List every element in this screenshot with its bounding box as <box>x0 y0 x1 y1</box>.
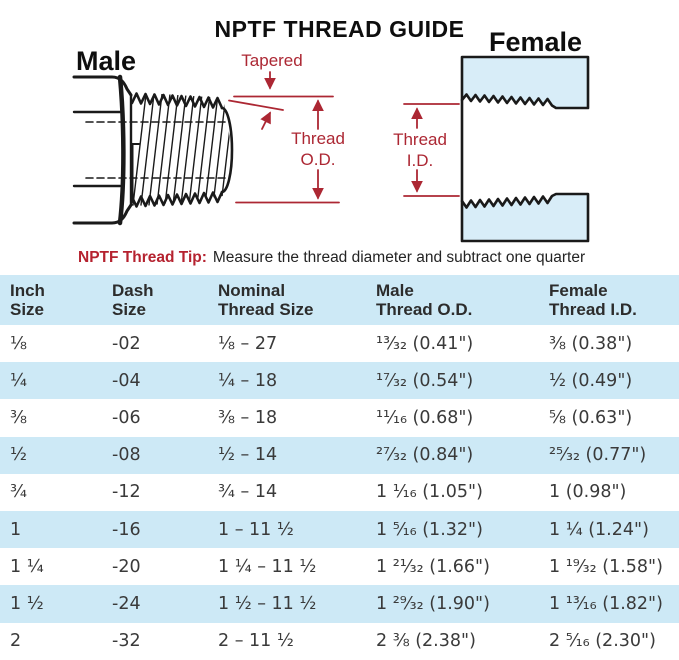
thread-hatching <box>133 94 234 205</box>
table-cell: 1 <box>10 519 22 540</box>
table-cell: ⅜ (0.38") <box>549 333 633 354</box>
table-row <box>0 399 679 436</box>
table-cell: ¹¹⁄₁₆ (0.68") <box>376 407 474 428</box>
thread-od-line1: Thread <box>291 129 345 148</box>
table-row <box>0 325 679 362</box>
table-cell: ¼ – 18 <box>218 370 278 391</box>
thread-tip-line <box>78 249 585 267</box>
thread-size-table <box>0 275 679 660</box>
table-cell: 1 ²¹⁄₃₂ (1.66") <box>376 556 490 577</box>
table-cell: 1 ⁵⁄₁₆ (1.32") <box>376 519 483 540</box>
table-cell: 2 ⁵⁄₁₆ (2.30") <box>549 631 656 652</box>
table-row <box>0 362 679 399</box>
thread-tip-label: NPTF Thread Tip: <box>78 249 207 266</box>
female-fitting-drawing <box>462 57 588 241</box>
table-cell: 1 ½ – 11 ½ <box>218 593 317 614</box>
table-cell: ⅝ (0.63") <box>549 407 633 428</box>
table-cell: 1 ¹⁹⁄₃₂ (1.58") <box>549 556 663 577</box>
table-cell: 1 ¼ <box>10 556 44 577</box>
table-row <box>0 474 679 511</box>
table-cell: ½ – 14 <box>218 445 278 466</box>
table-cell: 1 (0.98") <box>549 482 627 503</box>
page-title: NPTF THREAD GUIDE <box>214 16 465 43</box>
male-section-label: Male <box>76 46 137 76</box>
table-cell: -02 <box>112 333 141 354</box>
table-cell: 1 ¼ (1.24") <box>549 519 649 540</box>
table-cell: 2 – 11 ½ <box>218 631 294 652</box>
table-row <box>0 511 679 548</box>
thread-id-line1: Thread <box>393 130 447 149</box>
male-fitting-drawing <box>74 77 234 223</box>
table-cell: -12 <box>112 482 141 503</box>
header-female-thread-id: Female Thread I.D. <box>549 281 637 319</box>
table-cell: 2 <box>10 631 22 652</box>
table-cell: ¹⁷⁄₃₂ (0.54") <box>376 370 474 391</box>
table-cell: 1 – 11 ½ <box>218 519 294 540</box>
female-section-label: Female <box>489 27 583 57</box>
table-cell: ⅛ – 27 <box>218 333 278 354</box>
hex-edge <box>120 77 123 223</box>
table-cell: ²⁵⁄₃₂ (0.77") <box>549 445 647 466</box>
thread-od-line2: O.D. <box>300 150 336 169</box>
table-cell: 1 ½ <box>10 593 44 614</box>
table-cell: ¹³⁄₃₂ (0.41") <box>376 333 474 354</box>
table-cell: -04 <box>112 370 141 391</box>
thread-id-annotation-label <box>388 129 452 171</box>
table-cell: 1 ¼ – 11 ½ <box>218 556 317 577</box>
table-cell: -06 <box>112 407 141 428</box>
table-cell: -32 <box>112 631 141 652</box>
thread-id-line2: I.D. <box>406 151 434 170</box>
thread-tip-text: Measure the thread diameter and subtract one quarter <box>212 249 586 266</box>
table-cell: 1 ¹⁄₁₆ (1.05") <box>376 482 483 503</box>
table-cell: ¾ <box>10 482 27 503</box>
thread-od-annotation-label <box>286 128 350 170</box>
table-header-row <box>0 275 679 325</box>
table-cell: -20 <box>112 556 141 577</box>
header-dash-size: Dash Size <box>112 281 154 319</box>
header-inch-size: Inch Size <box>10 281 45 319</box>
table-cell: 1 ¹³⁄₁₆ (1.82") <box>549 593 663 614</box>
table-cell: ½ (0.49") <box>549 370 633 391</box>
table-row <box>0 623 679 660</box>
tapered-annotation-label: Tapered <box>241 51 303 70</box>
table-cell: -24 <box>112 593 141 614</box>
taper-angle-line <box>229 101 283 111</box>
table-cell: ¾ – 14 <box>218 482 278 503</box>
table-cell: ⅜ – 18 <box>218 407 278 428</box>
table-cell: ²⁷⁄₃₂ (0.84") <box>376 445 474 466</box>
table-row <box>0 548 679 585</box>
header-nominal-thread-size: Nominal Thread Size <box>218 281 314 319</box>
table-cell: 2 ⅜ (2.38") <box>376 631 476 652</box>
table-row <box>0 585 679 622</box>
table-cell: ⅜ <box>10 407 27 428</box>
table-cell: ⅛ <box>10 333 27 354</box>
taper-arrow-up <box>262 113 270 129</box>
table-cell: -08 <box>112 445 141 466</box>
header-male-thread-od: Male Thread O.D. <box>376 281 473 319</box>
thread-table-body <box>0 325 679 660</box>
table-cell: ¼ <box>10 370 27 391</box>
table-row <box>0 437 679 474</box>
table-cell: ½ <box>10 445 27 466</box>
table-cell: -16 <box>112 519 141 540</box>
table-cell: 1 ²⁹⁄₃₂ (1.90") <box>376 593 490 614</box>
